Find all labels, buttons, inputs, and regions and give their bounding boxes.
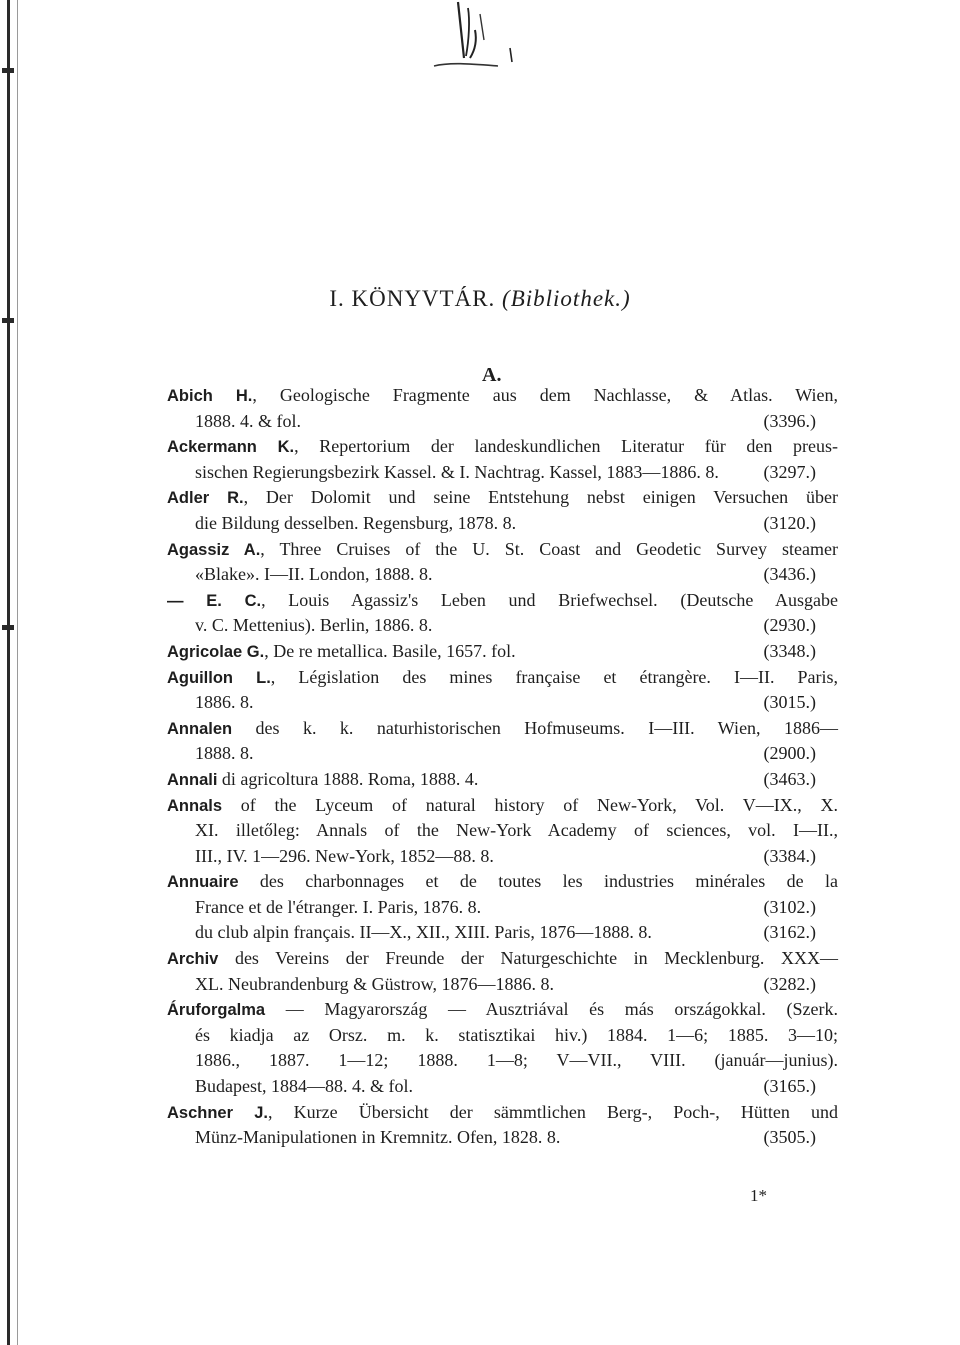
entry-text: 1888. 4. & fol. [195,410,301,431]
entry-text: III., IV. 1—296. New-York, 1852—88. 8. [195,845,494,866]
entry-line [167,639,838,665]
entry-line [170,409,838,435]
call-number: (3120.) [763,512,816,533]
entry-text: «Blake». I—II. London, 1888. 8. [195,564,433,585]
entry-line [170,1074,838,1100]
entry-text: és kiadja az Orsz. m. k. statisztikai hiv.) 1884. 1—6; 1885. 3—10; [195,1024,838,1045]
entry-author: Aguillon L. [167,668,271,687]
margin-mark [2,625,14,630]
entry-line [167,767,838,793]
section-letter: A. [482,364,502,386]
entry-line [167,485,838,511]
margin-mark [2,68,14,73]
bibliography-entry [167,793,838,870]
page-title [0,286,960,312]
signature-mark: 1* [750,1186,767,1205]
entry-text: , Législation des mines française et étrangère. I—II. Paris, [270,666,838,687]
call-number: (3463.) [763,768,816,789]
call-number: (3162.) [763,922,816,943]
bibliography-entry [167,383,838,434]
entry-text: , Geologische Fragmente aus dem Nachlasse, & Atlas. Wien, [252,385,838,405]
entry-line [170,460,838,486]
entry-line [170,895,838,921]
entry-text: France et de l'étranger. I. Paris, 1876. 8. [195,896,482,917]
bibliography-list [167,383,838,1151]
call-number: (3297.) [763,461,816,482]
entry-line [170,613,838,639]
call-number: (3505.) [763,1127,816,1148]
bibliography-entry [167,946,838,997]
entry-author: Áruforgalma [167,1001,266,1020]
entry-text: of the Lyceum of natural history of New-York, Vol. V—IX., X. [222,794,838,815]
entry-author: Agricolae G. [167,642,265,661]
entry-line [170,920,838,946]
call-number: (3436.) [763,564,816,585]
call-number: (3348.) [763,640,816,661]
entry-author: Archiv [167,950,219,969]
entry-text: v. C. Mettenius). Berlin, 1886. 8. [195,615,433,636]
call-number: (3384.) [763,845,816,866]
entry-text: Münz-Manipulationen in Kremnitz. Ofen, 1828. 8. [195,1127,561,1148]
entry-text: , Kurze Übersicht der sämmtlichen Berg-, Poch-, Hütten und [268,1101,838,1122]
entry-text: die Bildung desselben. Regensburg, 1878. 8. [195,512,517,533]
entry-line [167,997,838,1023]
entry-text: XL. Neubrandenburg & Güstrow, 1876—1886. 8. [195,973,554,994]
call-number: (2930.) [763,615,816,636]
call-number: (3282.) [763,973,816,994]
entry-line [170,1125,838,1151]
entry-text: , Louis Agassiz's Leben und Briefwechsel. (Deutsche Ausgabe [261,589,838,610]
entry-line [170,1048,838,1074]
call-number: (3015.) [763,692,816,713]
entry-author: Annalen [167,719,233,738]
binding-shadow-line [17,0,18,1345]
entry-line [170,741,838,767]
entry-line [170,511,838,537]
margin-mark [2,318,14,323]
entry-text: du club alpin français. II—X., XII., XIII. Paris, 1876—1888. 8. [195,922,652,943]
entry-text: , Three Cruises of the U. St. Coast and Geodetic Survey steamer [260,538,838,559]
bibliography-entry [167,997,838,1099]
entry-text: 1886. 8. [195,692,254,713]
entry-text: 1886., 1887. 1—12; 1888. 1—8; V—VII., VIII. (január—junius). [195,1050,838,1071]
bibliography-entry [167,434,838,485]
handwritten-signature [420,0,530,75]
entry-text: 1888. 8. [195,743,254,764]
entry-line [170,562,838,588]
bibliography-entry [167,1100,838,1151]
bibliography-entry [167,485,838,536]
entry-author: Annali [167,770,218,789]
entry-line [167,793,838,819]
bibliography-entry [167,665,838,716]
entry-author: Agassiz A. [167,540,261,559]
bibliography-entry [167,716,838,767]
entry-text: , Repertorium der landeskundlichen Literatur für den preus- [294,436,838,457]
bibliography-entry [167,869,838,920]
bibliography-entry [167,537,838,588]
entry-line [167,946,838,972]
call-number: (2900.) [763,743,816,764]
entry-author: Abich H. [167,387,253,405]
entry-text: des Vereins der Freunde der Naturgeschichte in Mecklenburg. XXX— [218,948,838,969]
entry-text: , De re metallica. Basile, 1657. fol. [264,640,516,661]
entry-line [170,972,838,998]
entry-line [170,690,838,716]
entry-line [170,1023,838,1049]
title-main: I. KÖNYVTÁR. [329,286,496,311]
entry-line [167,588,838,614]
entry-text: des k. k. naturhistorischen Hofmuseums. I—III. Wien, 1886— [232,717,838,738]
entry-text: sischen Regierungsbezirk Kassel. & I. Nachtrag. Kassel, 1883—1886. 8. [195,461,719,482]
entry-line [167,434,838,460]
entry-line [167,537,838,563]
entry-line [167,665,838,691]
call-number: (3396.) [763,410,816,431]
entry-line [170,844,838,870]
title-italic: (Bibliothek.) [502,286,631,311]
entry-line [167,869,838,895]
entry-line [167,1100,838,1126]
entry-text: des charbonnages et de toutes les industries minérales de la [238,871,838,892]
entry-author: Ackermann K. [167,438,295,457]
entry-line [170,818,838,844]
entry-author: Annals [167,796,223,815]
entry-author: Adler R. [167,489,244,508]
entry-author: — E. C. [167,591,262,610]
entry-text: Budapest, 1884—88. 4. & fol. [195,1076,413,1097]
entry-author: Annuaire [167,873,239,892]
entry-text: di agricoltura 1888. Roma, 1888. 4. [217,768,479,789]
bibliography-entry [167,588,838,639]
call-number: (3165.) [763,1076,816,1097]
entry-text: XI. illetőleg: Annals of the New-York Academy of sciences, vol. I—II., [195,820,838,841]
entry-line [167,383,838,409]
entry-text: — Magyarország — Ausztriával és más országokkal. (Szerk. [265,999,838,1020]
bibliography-entry [170,920,838,946]
entry-line [167,716,838,742]
call-number: (3102.) [763,896,816,917]
entry-author: Aschner J. [167,1103,268,1122]
bibliography-entry [167,767,838,793]
binding-margin-line [7,0,10,1345]
entry-text: , Der Dolomit und seine Entstehung nebst einigen Versuchen über [243,487,838,508]
bibliography-entry [167,639,838,665]
